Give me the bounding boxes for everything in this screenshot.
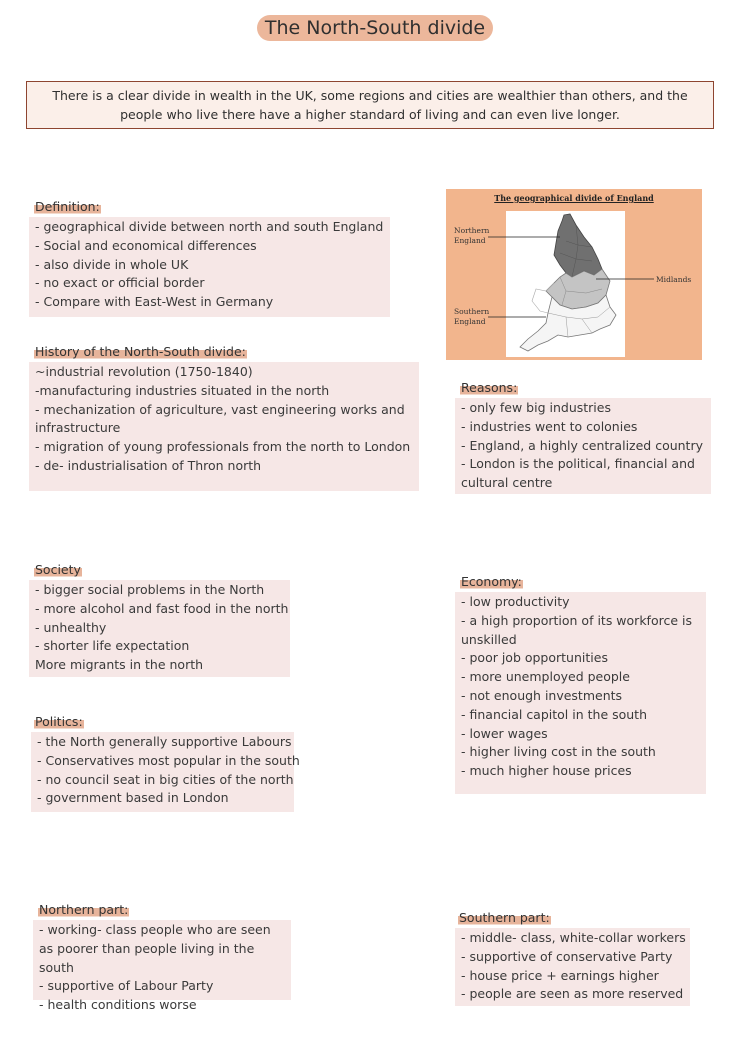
list-item: - lower wages: [461, 725, 548, 741]
intro-box: There is a clear divide in wealth in the UK, some regions and cities are wealthier than others, and the people who live there have a higher standard of living and can even live longer.: [26, 81, 714, 129]
title-wrapper: [0, 15, 750, 41]
reasons-heading: Reasons:: [461, 380, 518, 395]
southern-part-heading: Southern part:: [459, 910, 550, 925]
list-item: - unhealthy: [35, 619, 107, 635]
definition-box: [29, 217, 390, 317]
society-heading: Society: [35, 562, 81, 577]
economy-heading: Economy:: [461, 574, 522, 589]
politics-box: [31, 732, 300, 812]
list-item: - migration of young professionals from the north to London: [35, 439, 411, 455]
southern-part-box: [455, 928, 690, 1006]
list-item: - government based in London: [37, 790, 229, 806]
list-item: - people are seen as more reserved: [461, 986, 684, 1002]
list-item: - also divide in whole UK: [35, 256, 189, 272]
northern-england-label: Northern England: [454, 226, 490, 245]
midlands-label: Midlands: [656, 275, 692, 284]
list-item: - shorter life expectation: [35, 638, 190, 654]
list-item: - England, a highly centralized country: [461, 437, 703, 453]
list-item: - the North generally supportive Labours: [37, 734, 292, 749]
northern-part-heading: Northern part:: [39, 902, 129, 917]
list-item: - Compare with East-West in Germany: [35, 294, 274, 310]
list-item: - higher living cost in the south: [461, 744, 656, 760]
list-item: - financial capitol in the south: [461, 706, 648, 722]
list-item: - middle- class, white-collar workers: [461, 930, 686, 945]
list-item: - a high proportion of its workforce is unskilled: [461, 612, 692, 647]
southern-england-label: Southern England: [454, 307, 490, 326]
list-item: - Social and economical differences: [35, 237, 257, 253]
list-item: - bigger social problems in the North: [35, 582, 265, 597]
list-item: - supportive of conservative Party: [461, 948, 673, 964]
list-item: - London is the political, financial and cultural centre: [461, 456, 695, 491]
list-item: - mechanization of agriculture, vast engineering works and infrastructure: [35, 401, 405, 436]
list-item: - poor job opportunities: [461, 650, 608, 666]
page-title: The North-South divide: [257, 15, 493, 41]
list-item: ~industrial revolution (1750-1840): [35, 364, 253, 379]
list-item: - de- industrialisation of Thron north: [35, 457, 262, 473]
economy-box: [455, 592, 706, 794]
society-box: [29, 580, 290, 677]
list-item: - Conservatives most popular in the south: [37, 752, 300, 768]
list-item: - no council seat in big cities of the north: [37, 771, 294, 787]
reasons-box: [455, 398, 711, 494]
list-item: - geographical divide between north and south England: [35, 219, 384, 234]
list-item: - low productivity: [461, 594, 570, 609]
list-item: - not enough investments: [461, 687, 623, 703]
list-item: - industries went to colonies: [461, 418, 638, 434]
list-item: - much higher house prices: [461, 763, 632, 779]
list-item: - only few big industries: [461, 400, 611, 415]
northern-part-box: [33, 920, 291, 1013]
list-item: - more unemployed people: [461, 669, 630, 685]
list-item: - house price + earnings higher: [461, 967, 659, 983]
list-item: - supportive of Labour Party: [39, 978, 214, 994]
list-item: - health conditions worse: [39, 997, 197, 1013]
definition-heading: Definition:: [35, 199, 100, 214]
list-item: More migrants in the north: [35, 657, 204, 673]
list-item: - working- class people who are seen as poorer than people living in the south: [39, 922, 271, 975]
list-item: -manufacturing industries situated in the north: [35, 382, 330, 398]
politics-heading: Politics:: [35, 714, 83, 729]
england-divide-map: [446, 189, 702, 360]
list-item: - more alcohol and fast food in the north: [35, 600, 289, 616]
history-heading: History of the North-South divide:: [35, 344, 246, 359]
history-box: [29, 362, 419, 491]
map-title: The geographical divide of England: [494, 193, 654, 203]
list-item: - no exact or official border: [35, 275, 205, 291]
